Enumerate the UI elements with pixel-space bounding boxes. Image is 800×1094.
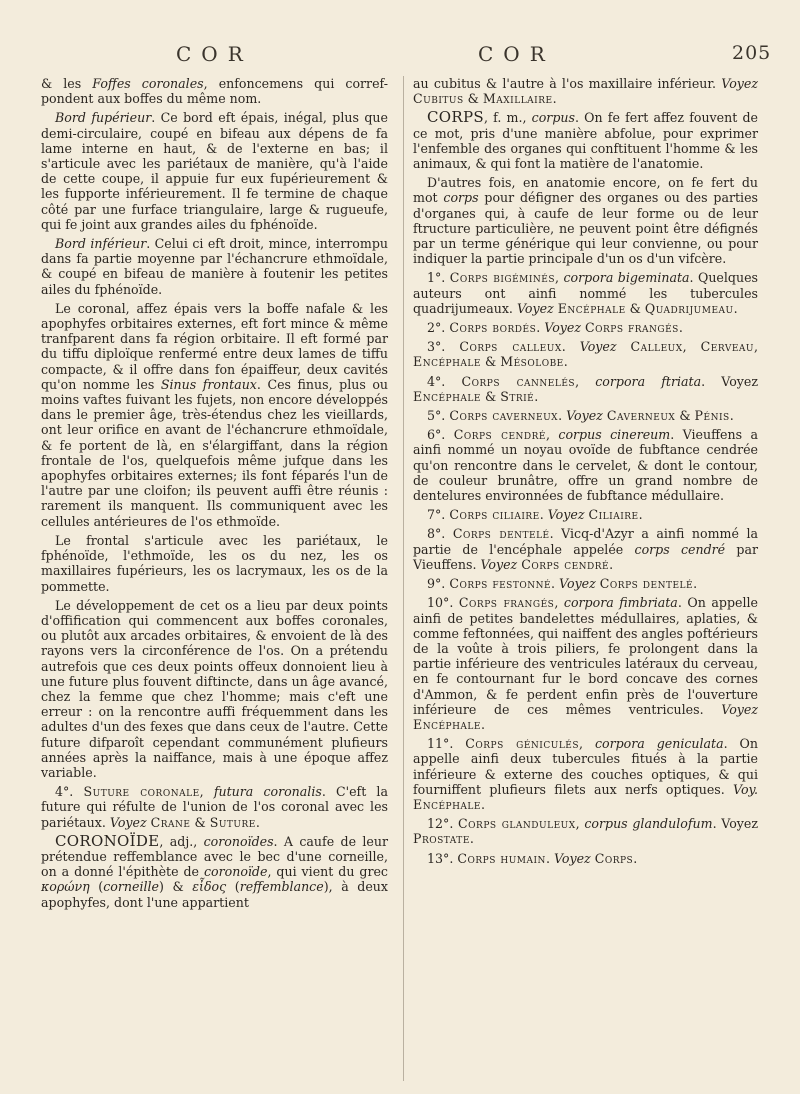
cross-reference: Corps cendré bbox=[453, 427, 546, 443]
text-run: . bbox=[733, 300, 738, 316]
paragraph bbox=[413, 427, 758, 503]
italic-term: corpus glandulofum bbox=[584, 816, 713, 832]
cross-reference: Corps humain bbox=[457, 850, 546, 866]
italic-term: corpus cinereum bbox=[558, 427, 671, 443]
column-rule bbox=[403, 76, 404, 1081]
text-run: . Voyez bbox=[712, 816, 758, 832]
text-run: 1°. bbox=[427, 270, 450, 286]
text-run: 4°. bbox=[427, 373, 462, 389]
cross-reference: Corps calleux bbox=[459, 339, 562, 355]
italic-term: Voyez bbox=[544, 320, 581, 336]
paragraph bbox=[413, 320, 758, 335]
text-run: . bbox=[678, 320, 683, 336]
text-run: . bbox=[693, 576, 698, 592]
paragraph bbox=[41, 110, 388, 232]
italic-term: corpora bigeminata bbox=[563, 270, 690, 286]
text-run: . bbox=[480, 796, 485, 812]
cross-reference: Corps bordés bbox=[449, 320, 537, 336]
cross-reference: Cerveau bbox=[700, 339, 754, 355]
text-run: D'autres fois, en anatomie encore, on fe fert du mot bbox=[413, 175, 758, 206]
cross-reference: Strié bbox=[500, 388, 535, 404]
text-run: . Ce bord eft épais, inégal, plus que demi-circulaire, coupé en bifeau aux dépens de fa lame interne en haut, & de l'externe en bas; il s'articule avec les pariétaux de manière, qu'à l'aide de cette coupe, il appuie fur eux fupérieurement & les fupporte inférieurement. Il fe termine de chaque côté par une furface triangulaire, large & rugueufe, qui fe joint aux grandes ailes du fphénoïde. bbox=[41, 110, 388, 232]
text-run: pour défigner des organes ou des parties d'organes qui, à caufe de leur forme ou de leur ftructure particulière, ne peuvent point être défignés par un terme générique qui leur convienne, ou pour indiquer la partie principale d'un os d'un vifcère. bbox=[413, 190, 758, 267]
text-run: , bbox=[682, 339, 701, 355]
text-run: 2°. bbox=[427, 320, 450, 336]
page-number: 205 bbox=[732, 42, 772, 64]
cross-reference: Encéphale bbox=[557, 300, 626, 316]
cross-reference: Mésolobe bbox=[500, 354, 564, 370]
cross-reference: Encéphale bbox=[413, 388, 481, 404]
text-run: , bbox=[753, 339, 758, 355]
running-head-right: COR bbox=[478, 42, 555, 66]
paragraph bbox=[413, 526, 758, 572]
text-run: 9°. bbox=[427, 576, 450, 592]
italic-term: Voyez bbox=[579, 339, 617, 355]
text-run: . A caufe de leur prétendue reffemblance avec le bec d'une corneille, on a donné l'épithète de bbox=[41, 833, 388, 880]
italic-term: Sinus frontaux bbox=[160, 376, 257, 392]
text-run: 3°. bbox=[427, 339, 460, 355]
italic-term: εἶδος bbox=[192, 879, 227, 895]
text-run: , bbox=[575, 816, 585, 832]
text-run: . On fe fert affez fouvent de ce mot, pris d'une manière abfolue, pour exprimer l'enfemble des organes qui conftituent l'homme & les animaux, & qui font la matière de l'anatomie. bbox=[413, 110, 758, 172]
italic-term: Voyez bbox=[559, 576, 596, 592]
cross-reference: Ciliaire bbox=[588, 507, 639, 523]
text-run: . bbox=[729, 408, 734, 424]
text-run: Le développement de cet os a lieu par deux points d'offification qui commencent aux boffes coronales, ou plutôt aux arcades orbitaires, & envoient de là des rayons vers la circonférence de l'os. On a prétendu autrefois que ces deux points offeux donnoient lieu à une future plus fouvent diftincte, dans un âge avancé, chez la femme que chez l'homme; mais c'eft une erreur : on la rencontre auffi fréquemment dans les adultes d'un des fexes que dans ceux de l'autre. Cette future difparoît cependant communément plufieurs années après la naiffance, mais à une époque affez variable. bbox=[41, 597, 388, 780]
text-run: . bbox=[561, 339, 580, 355]
cross-reference: Encéphale bbox=[413, 354, 481, 370]
italic-term: Voyez bbox=[516, 300, 554, 316]
paragraph bbox=[413, 408, 758, 423]
paragraph bbox=[413, 507, 758, 522]
text-run: , bbox=[554, 595, 564, 611]
italic-term: Voyez bbox=[109, 814, 147, 830]
cross-reference: Corps géniculés bbox=[465, 736, 580, 752]
cross-reference: Suture coronale bbox=[83, 784, 200, 800]
paragraph bbox=[413, 816, 758, 846]
cross-reference: Corps dentelé bbox=[599, 576, 694, 592]
cross-reference: Prostate bbox=[413, 831, 470, 847]
text-run: 13°. bbox=[427, 850, 458, 866]
italic-term: Voy. bbox=[733, 781, 758, 797]
text-run: & bbox=[463, 91, 483, 107]
text-run: ( bbox=[89, 879, 104, 895]
text-run: . C'eft la future qui réfulte de l'union de l'os coronal avec les pariétaux. bbox=[41, 784, 388, 830]
text-run: . On appelle ainfi de petites bandelettes médullaires, aplaties, & comme feftonnées, qui naiffent des angles poftérieurs de la voûte à trois piliers, fe prolongent dans la partie inférieure des ventricules latéraux du cerveau, en fe contournant fur le bord concave des cornes d'Ammon, & fe perdent enfin près de l'ouverture inférieure de ces mêmes ventricules. bbox=[413, 595, 758, 717]
text-run: 10°. bbox=[427, 595, 459, 611]
text-run: . Voyez bbox=[701, 373, 758, 389]
italic-term: corneille bbox=[103, 879, 159, 895]
cross-reference: Encéphale bbox=[413, 716, 481, 732]
italic-term: coronoïdes bbox=[203, 833, 274, 849]
paragraph bbox=[41, 784, 388, 830]
italic-term: Voyez bbox=[553, 850, 591, 866]
cross-reference: Cubitus bbox=[413, 91, 464, 107]
cross-reference: Corps bbox=[594, 850, 634, 866]
paragraph bbox=[413, 110, 758, 171]
cross-reference: Corps frangés bbox=[458, 595, 555, 611]
cross-reference: Maxillaire bbox=[482, 91, 553, 107]
paragraph bbox=[413, 595, 758, 732]
paragraph bbox=[413, 339, 758, 369]
text-run: , bbox=[546, 427, 559, 443]
italic-term: reffemblance bbox=[239, 879, 324, 895]
italic-term: Bord fupérieur bbox=[55, 110, 152, 126]
text-run: . bbox=[545, 850, 554, 866]
text-run: . bbox=[480, 716, 485, 732]
right-column bbox=[413, 76, 758, 870]
text-run: . bbox=[633, 850, 638, 866]
cross-reference: Corps festonné bbox=[449, 576, 552, 592]
text-run: . bbox=[536, 320, 545, 336]
paragraph bbox=[41, 301, 388, 529]
text-run: ), à deux apophyfes, dont l'une appartient bbox=[41, 879, 389, 910]
text-run: & bbox=[190, 814, 210, 830]
text-run: . Celui ci eft droit, mince, interrompu dans fa partie moyenne par l'échancrure ethmoïdale, & coupé en bifeau de manière à foutenir les petites ailes du fphénoïde. bbox=[41, 236, 388, 297]
text-run: , qui vient du grec bbox=[267, 864, 388, 880]
cross-reference: Calleux bbox=[630, 339, 683, 355]
text-run: & bbox=[625, 300, 645, 316]
cross-reference: Corps ciliaire bbox=[449, 507, 540, 523]
italic-term: κορώνη bbox=[41, 879, 90, 895]
text-run bbox=[616, 339, 630, 354]
text-run: & bbox=[480, 354, 501, 370]
text-run: . bbox=[539, 507, 548, 523]
text-run: . bbox=[551, 576, 560, 592]
cross-reference: Corps caverneux bbox=[449, 408, 559, 424]
text-run: . bbox=[469, 831, 474, 847]
italic-term: corpora fimbriata bbox=[563, 595, 678, 611]
italic-term: Voyez bbox=[566, 408, 603, 424]
italic-term: corps bbox=[443, 190, 479, 206]
paragraph bbox=[413, 576, 758, 591]
left-column bbox=[41, 76, 388, 914]
text-run: . bbox=[563, 354, 568, 370]
text-run: , enfoncemens qui corref-pondent aux boffes du même nom. bbox=[41, 76, 388, 107]
entry-headword: CORPS bbox=[427, 108, 484, 127]
text-run: au cubitus & l'autre à l'os maxillaire inférieur. bbox=[413, 76, 722, 91]
cross-reference: Quadrijumeau bbox=[644, 300, 734, 316]
cross-reference: Corps cannelés bbox=[461, 373, 576, 389]
paragraph bbox=[413, 270, 758, 316]
text-run: & bbox=[675, 408, 695, 424]
cross-reference: Pénis bbox=[694, 408, 730, 424]
cross-reference: Corps glanduleux bbox=[458, 816, 576, 832]
italic-term: coronoïde bbox=[203, 864, 268, 880]
text-run: Le coronal, affez épais vers la boffe nafale & les apophyfes orbitaires externes, eft fort mince & même tranfparent dans fa région orbitaire. Il eft formé par du tiffu diploïque renfermé entre deux lames de tiffu compacte, & il offre dans fon épaiffeur, deux cavités qu'on nomme les bbox=[41, 300, 388, 392]
text-run: & les bbox=[41, 76, 93, 91]
italic-term: Voyez bbox=[547, 507, 585, 523]
text-run: ( bbox=[226, 879, 240, 895]
italic-term: corpora ftriata bbox=[595, 373, 702, 389]
text-run: , adj., bbox=[159, 833, 204, 849]
text-run: . Vicq-d'Azyr a ainfi nommé la partie de l'encéphale appelée bbox=[413, 526, 758, 557]
text-run: . bbox=[609, 556, 614, 572]
paragraph bbox=[41, 598, 388, 780]
text-run: . bbox=[255, 814, 260, 830]
text-run: . Ces finus, plus ou moins vaftes fuivant les fujets, non encore développés dans le premier âge, très-étendus chez les vieillards, ont leur orifice en avant de l'échancrure ethmoïdale, & fe portent de là, en s'élargiffant, dans la région frontale de l'os, quelquefois même jufque dans les apophyfes orbitaires externes; ils font féparés l'un de l'autre par une cloifon; ils peuvent auffi être réunis : rarement ils manquent. Ils communiquent avec les cellules antérieures de l'os ethmoïde. bbox=[41, 376, 389, 529]
paragraph bbox=[41, 533, 388, 594]
paragraph bbox=[41, 831, 389, 910]
text-run: , bbox=[575, 373, 596, 389]
text-run: 4°. bbox=[55, 784, 84, 800]
paragraph bbox=[413, 851, 758, 866]
text-run: . Vieuffens a ainfi nommé un noyau ovoïde de fubftance cendrée qu'on rencontre dans le cervelet, & dont le contour, de couleur brunâtre, offre un grand nombre de dentelures environnées de fubftance médullaire. bbox=[413, 427, 758, 504]
cross-reference: Corps bigéminés bbox=[449, 270, 556, 286]
paragraph bbox=[413, 76, 758, 106]
text-run: . bbox=[638, 507, 643, 523]
text-run: , bbox=[579, 736, 595, 752]
cross-reference: Crane bbox=[150, 814, 191, 830]
italic-term: Voyez bbox=[721, 76, 758, 91]
italic-term: corpus bbox=[531, 110, 575, 126]
text-run: , bbox=[555, 270, 564, 286]
paragraph bbox=[41, 76, 388, 106]
cross-reference: Corps dentelé bbox=[452, 526, 550, 542]
text-run: 12°. bbox=[427, 816, 459, 832]
text-run: 11°. bbox=[427, 736, 466, 752]
cross-reference: Corps cendré bbox=[521, 556, 610, 572]
text-run: 8°. bbox=[427, 526, 453, 542]
text-run: . bbox=[558, 408, 567, 424]
italic-term: corpora geniculata bbox=[594, 736, 724, 752]
cross-reference: Corps frangés bbox=[585, 320, 679, 336]
italic-term: corps cendré bbox=[634, 541, 726, 557]
text-run: 5°. bbox=[427, 408, 450, 424]
text-run: par Vieuffens. bbox=[413, 541, 759, 572]
italic-term: Voyez bbox=[721, 701, 758, 717]
text-run: . On appelle ainfi deux tubercules fitués à la partie inférieure & externe des couches optiques, & qui fourniffent plufieurs filets aux nerfs optiques. bbox=[413, 736, 758, 797]
text-run: ) & bbox=[158, 879, 193, 895]
paragraph bbox=[413, 374, 758, 404]
text-run: , bbox=[199, 784, 214, 800]
cross-reference: Caverneux bbox=[606, 408, 676, 424]
running-head-left: COR bbox=[176, 42, 253, 66]
italic-term: futura coronalis bbox=[213, 784, 322, 800]
text-run: , f. m., bbox=[483, 110, 532, 126]
italic-term: Bord inférieur bbox=[55, 236, 147, 252]
entry-headword: CORONOÏDE bbox=[55, 831, 160, 850]
cross-reference: Suture bbox=[209, 814, 256, 830]
paragraph bbox=[41, 236, 388, 297]
text-run: . bbox=[552, 91, 557, 107]
text-run: . bbox=[534, 388, 539, 404]
paragraph bbox=[413, 736, 758, 812]
text-run: . Quelques auteurs ont ainfi nommé les tubercules quadrijumeaux. bbox=[413, 270, 759, 316]
italic-term: Foffes coronales bbox=[92, 76, 204, 91]
text-run: & bbox=[480, 388, 501, 404]
text-run: 6°. bbox=[427, 427, 454, 443]
text-run: Le frontal s'articule avec les pariétaux, le fphénoïde, l'ethmoïde, les os du nez, les os maxillaires fupérieurs, les os lacrymaux, les os de la pommette. bbox=[41, 532, 388, 594]
italic-term: Voyez bbox=[480, 556, 518, 572]
paragraph bbox=[413, 175, 758, 266]
cross-reference: Encéphale bbox=[413, 796, 481, 812]
text-run: 7°. bbox=[427, 507, 450, 523]
